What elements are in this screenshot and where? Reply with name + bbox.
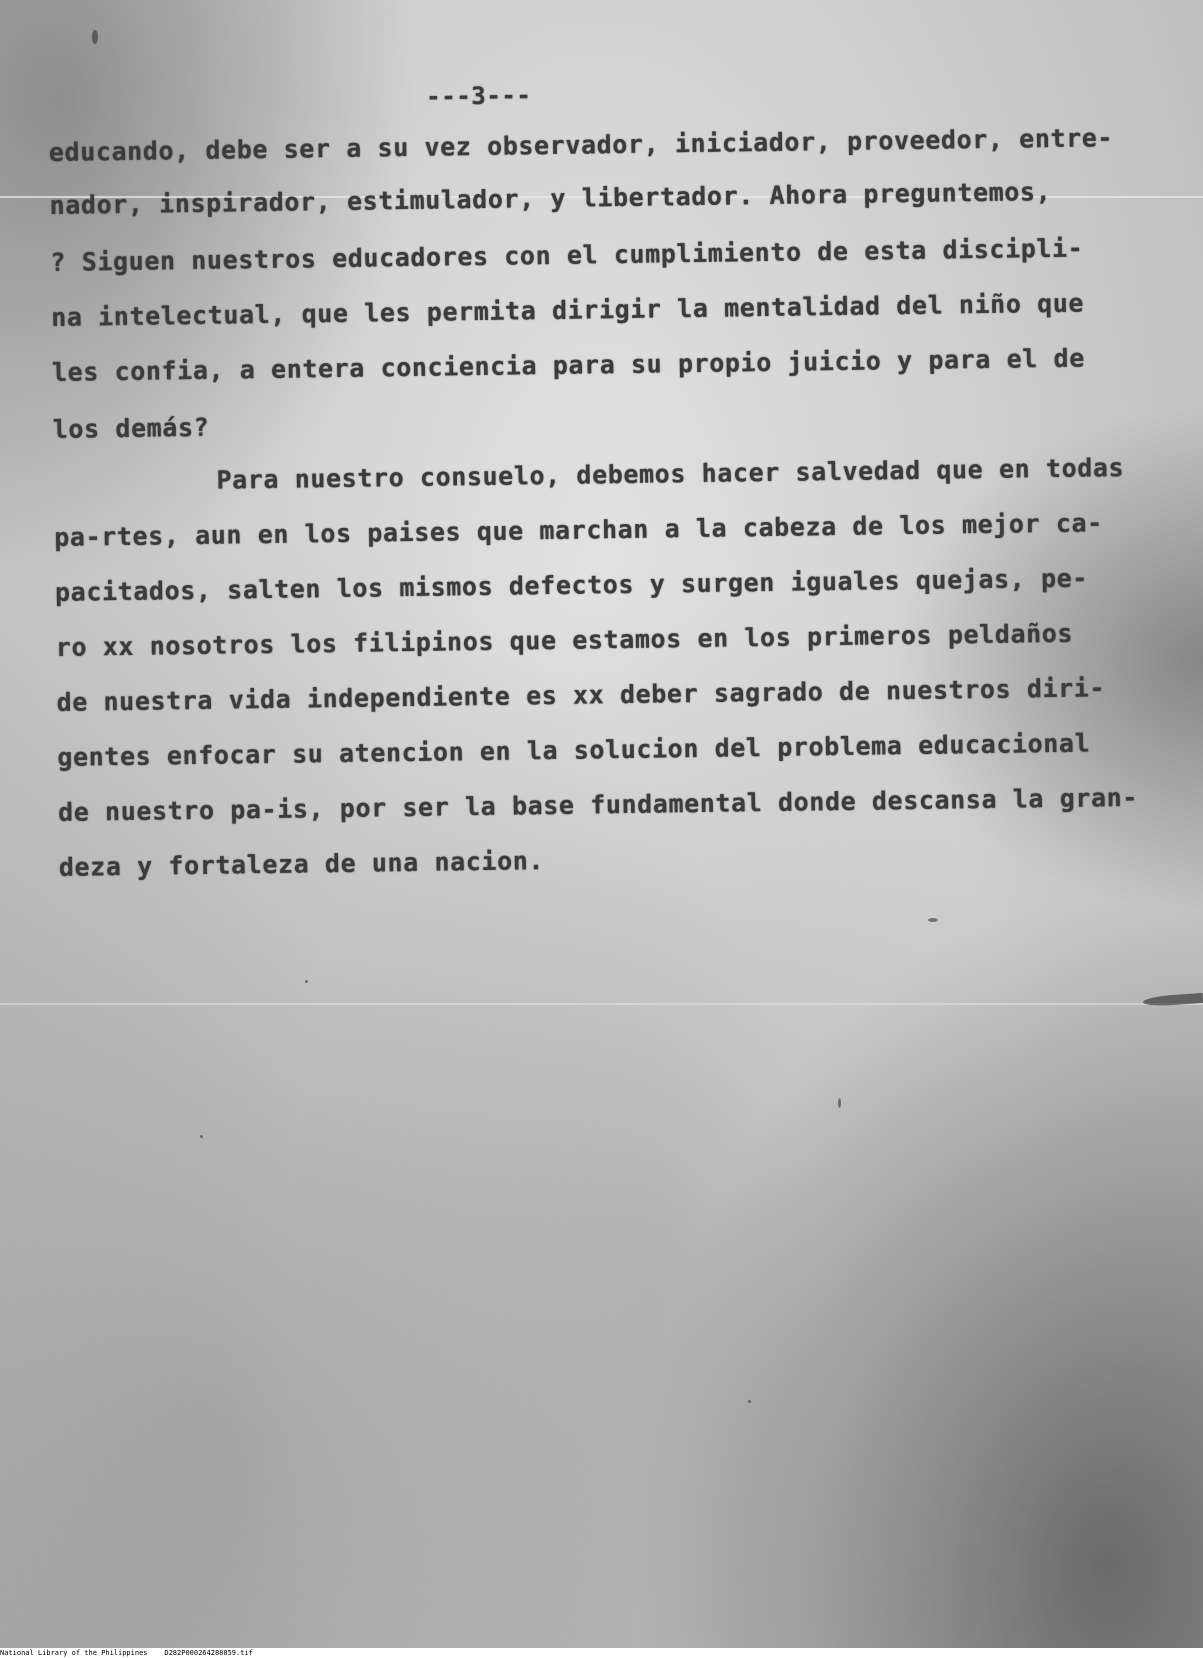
library-name: National Library of the Philippines <box>0 1649 148 1657</box>
text-line: Para nuestro consuelo, debemos hacer salvedad que en todas <box>216 453 1125 495</box>
paper-fold-line <box>0 1003 1203 1005</box>
dust-speck <box>200 1135 203 1138</box>
dust-speck <box>92 30 98 44</box>
file-id: D282P000264288059.tif <box>164 1649 253 1657</box>
text-line: ? Siguen nuestros educadores con el cumplimiento de esta discipli- <box>50 233 1084 277</box>
typewritten-text <box>48 72 1178 882</box>
text-line: nador, inspirador, estimulador, y libertador. Ahora preguntemos, <box>49 177 1052 220</box>
text-line: de nuestra vida independiente es xx deber sagrado de nuestros diri- <box>56 673 1106 717</box>
dust-speck <box>928 918 938 922</box>
scan-caption <box>0 1648 1203 1658</box>
text-line: educando, debe ser a su vez observador, iniciador, proveedor, entre- <box>48 123 1114 167</box>
text-line: gentes enfocar su atencion en la solucion del problema educacional <box>57 728 1091 772</box>
dust-speck <box>305 980 308 983</box>
text-line: na intelectual, que les permita dirigir la mentalidad del niño que <box>51 288 1085 332</box>
dust-speck <box>748 1400 751 1403</box>
text-line: los demás? <box>52 412 210 444</box>
text-line: les confia, a entera conciencia para su propio juicio y para el de <box>51 343 1086 387</box>
text-line: pacitados, salten los mismos defectos y surgen iguales quejas, pe- <box>54 563 1089 607</box>
dust-speck <box>838 1098 841 1108</box>
page-number: ---3--- <box>425 81 532 111</box>
text-line: de nuestro pa-is, por ser la base fundamental donde descansa la gran- <box>57 782 1139 827</box>
text-line: pa-rtes, aun en los paises que marchan a la cabeza de los mejor ca- <box>54 508 1104 552</box>
text-line: deza y fortaleza de una nacion. <box>58 846 545 882</box>
text-line: ro xx nosotros los filipinos que estamos en los primeros peldaños <box>55 618 1074 662</box>
